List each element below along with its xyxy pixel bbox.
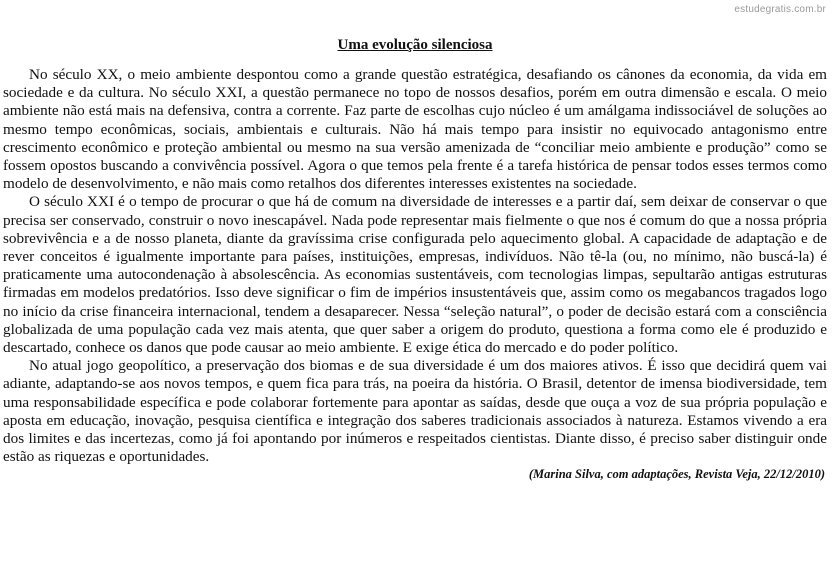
article-paragraph-1: No século XX, o meio ambiente despontou como a grande questão estratégica, desafiando os cânones da economia, da vida em sociedade e da cultura. No século XXI, a questão permanece no topo de nossos desafios, porém em outra dimensão e escala. O meio ambiente não está mais na defensiva, contra a corrente. Faz parte de escolhas cujo núcleo é um amálgama indissociável de soluções ao mesmo tempo econômicas, sociais, ambientais e culturais. Não há mais tempo para insistir no equivocado antagonismo entre crescimento econômico e proteção ambiental ou mesmo na sua versão amenizada de “conciliar meio ambiente e produção” como se fossem opostos buscando a convivência possível. Agora o que temos pela frente é a tarefa histórica de pensar todos esses termos como modelo de desenvolvimento, e não mais como retalhos dos diferentes interesses existentes na sociedade. <box>3 66 827 193</box>
article-paragraph-2: O século XXI é o tempo de procurar o que há de comum na diversidade de interesses e a partir daí, sem deixar de conservar o que precisa ser conservado, construir o novo inescapável. Nada pode representar mais fielmente o que nos é comum do que a nossa própria sobrevivência e a de nosso planeta, diante da gravíssima crise configurada pelo aquecimento global. A capacidade de adaptação e de rever conceitos é igualmente importante para países, instituições, empresas, indivíduos. Não tê-la (ou, no mínimo, não buscá-la) é praticamente uma autocondenação à absolescência. As economias sustentáveis, com tecnologias limpas, sepultarão antigas estruturas firmadas em modelos predatórios. Isso deve significar o fim de impérios insustentáveis que, assim como os megabancos tragados logo no início da crise financeira internacional, tendem a desaparecer. Nessa “seleção natural”, o poder de decisão estará com a consciência globalizada de uma população cada vez mais atenta, que quer saber a origem do produto, questiona a forma como ele é produzido e descartado, conhece os danos que pode causar ao meio ambiente. E exige ética do mercado e do poder político. <box>3 193 827 357</box>
article-source-citation: (Marina Silva, com adaptações, Revista Veja, 22/12/2010) <box>528 467 825 482</box>
article <box>3 36 827 482</box>
article-title: Uma evolução silenciosa <box>337 37 493 53</box>
article-paragraph-3: No atual jogo geopolítico, a preservação dos biomas e de sua diversidade é um dos maiores ativos. É isso que decidirá quem vai adiante, adaptando-se aos novos tempos, e quem fica para trás, na poeira da história. O Brasil, detentor de imensa biodiversidade, tem uma responsabilidade específica e pode colaborar fortemente para apontar as saídas, desde que ouça a voz de sua própria população e aposta em educação, inovação, pesquisa científica e integração dos saberes tradicionais associados à natureza. Estamos vivendo a era dos limites e das incertezas, como já foi apontando por inúmeros e respeitados cientistas. Diante disso, é preciso saber distinguir onde estão as riquezas e oportunidades. <box>3 357 827 466</box>
site-watermark: estudegratis.com.br <box>734 4 826 15</box>
